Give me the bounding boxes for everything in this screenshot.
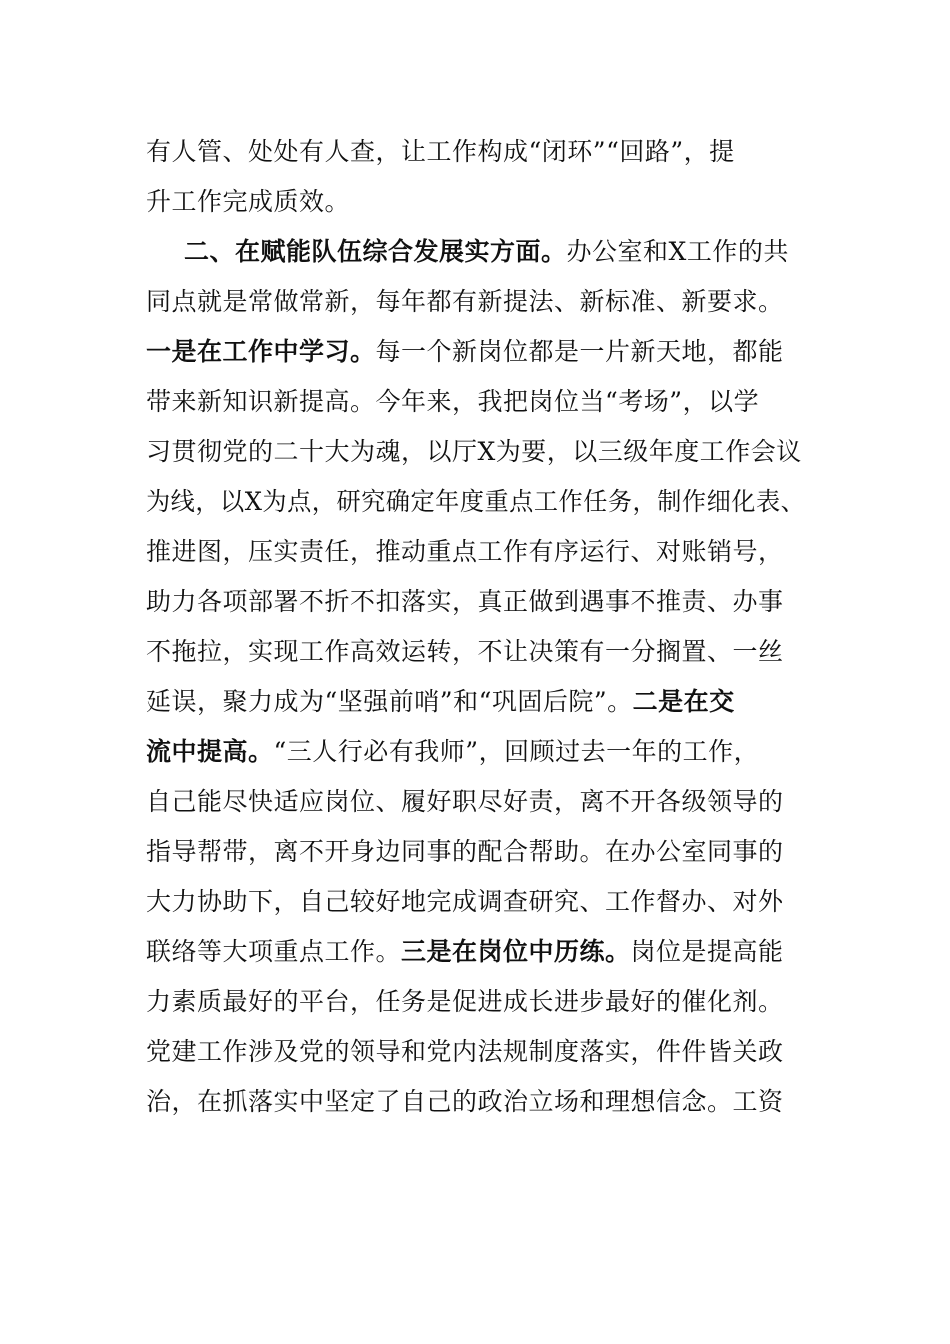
text-line [146, 1032, 784, 1072]
point-heading: 三是在岗位中历练。 [401, 937, 631, 966]
text-line [146, 832, 784, 872]
text-run: 同点就是常做常新，每年都有新提法、新标准、新要求。 [146, 287, 784, 316]
text-run: 习贯彻党的二十大为魂，以厅X为要，以三级年度工作会议 [146, 437, 802, 466]
text-run: 治，在抓落实中坚定了自己的政治立场和理想信念。工资 [146, 1087, 784, 1116]
text-line [146, 732, 759, 772]
text-line [146, 332, 784, 372]
text-line [146, 682, 735, 722]
text-run: 大力协助下，自己较好地完成调查研究、工作督办、对外 [146, 887, 784, 916]
section-heading-line [184, 232, 789, 272]
text-run: 有人管、处处有人查，让工作构成“闭环”“回路”，提 [146, 137, 735, 166]
point-heading: 二是在交 [632, 687, 735, 716]
text-run: 升工作完成质效。 [146, 187, 351, 216]
text-run: 力素质最好的平台，任务是促进成长进步最好的催化剂。 [146, 987, 784, 1016]
text-line [146, 632, 784, 672]
text-run: 办公室和X工作的共 [566, 237, 789, 266]
text-run: 推进图，压实责任，推动重点工作有序运行、对账销号， [146, 537, 784, 566]
text-line [146, 982, 784, 1022]
text-run: 为线，以X为点，研究确定年度重点工作任务，制作细化表、 [146, 487, 806, 516]
text-line [146, 282, 784, 322]
text-line [146, 482, 805, 522]
text-run: 带来新知识新提高。今年来，我把岗位当“考场”，以学 [146, 387, 760, 416]
text-run: “三人行必有我师”，回顾过去一年的工作， [273, 737, 760, 766]
text-run: 自己能尽快适应岗位、履好职尽好责，离不开各级领导的 [146, 787, 784, 816]
point-heading: 流中提高。 [146, 737, 274, 766]
text-line [146, 432, 802, 472]
text-run: 不拖拉，实现工作高效运转，不让决策有一分搁置、一丝 [146, 637, 784, 666]
text-run: 指导帮带，离不开身边同事的配合帮助。在办公室同事的 [146, 837, 784, 866]
text-line [146, 582, 784, 622]
text-line [146, 782, 784, 822]
section-heading: 二、在赋能队伍综合发展实方面。 [184, 237, 567, 266]
text-line [146, 132, 735, 172]
text-run: 延误，聚力成为“坚强前哨”和“巩固后院”。 [146, 687, 633, 716]
text-run: 联络等大项重点工作。 [146, 937, 402, 966]
text-run: 党建工作涉及党的领导和党内法规制度落实，件件皆关政 [146, 1037, 784, 1066]
text-run: 助力各项部署不折不扣落实，真正做到遇事不推责、办事 [146, 587, 784, 616]
text-line [146, 182, 350, 222]
text-run: 岗位是提高能 [630, 937, 784, 966]
text-line [146, 382, 759, 422]
text-line [146, 532, 784, 572]
text-line [146, 1082, 784, 1122]
text-run: 每一个新岗位都是一片新天地，都能 [375, 337, 784, 366]
text-line [146, 932, 784, 972]
point-heading: 一是在工作中学习。 [146, 337, 376, 366]
text-line [146, 882, 784, 922]
